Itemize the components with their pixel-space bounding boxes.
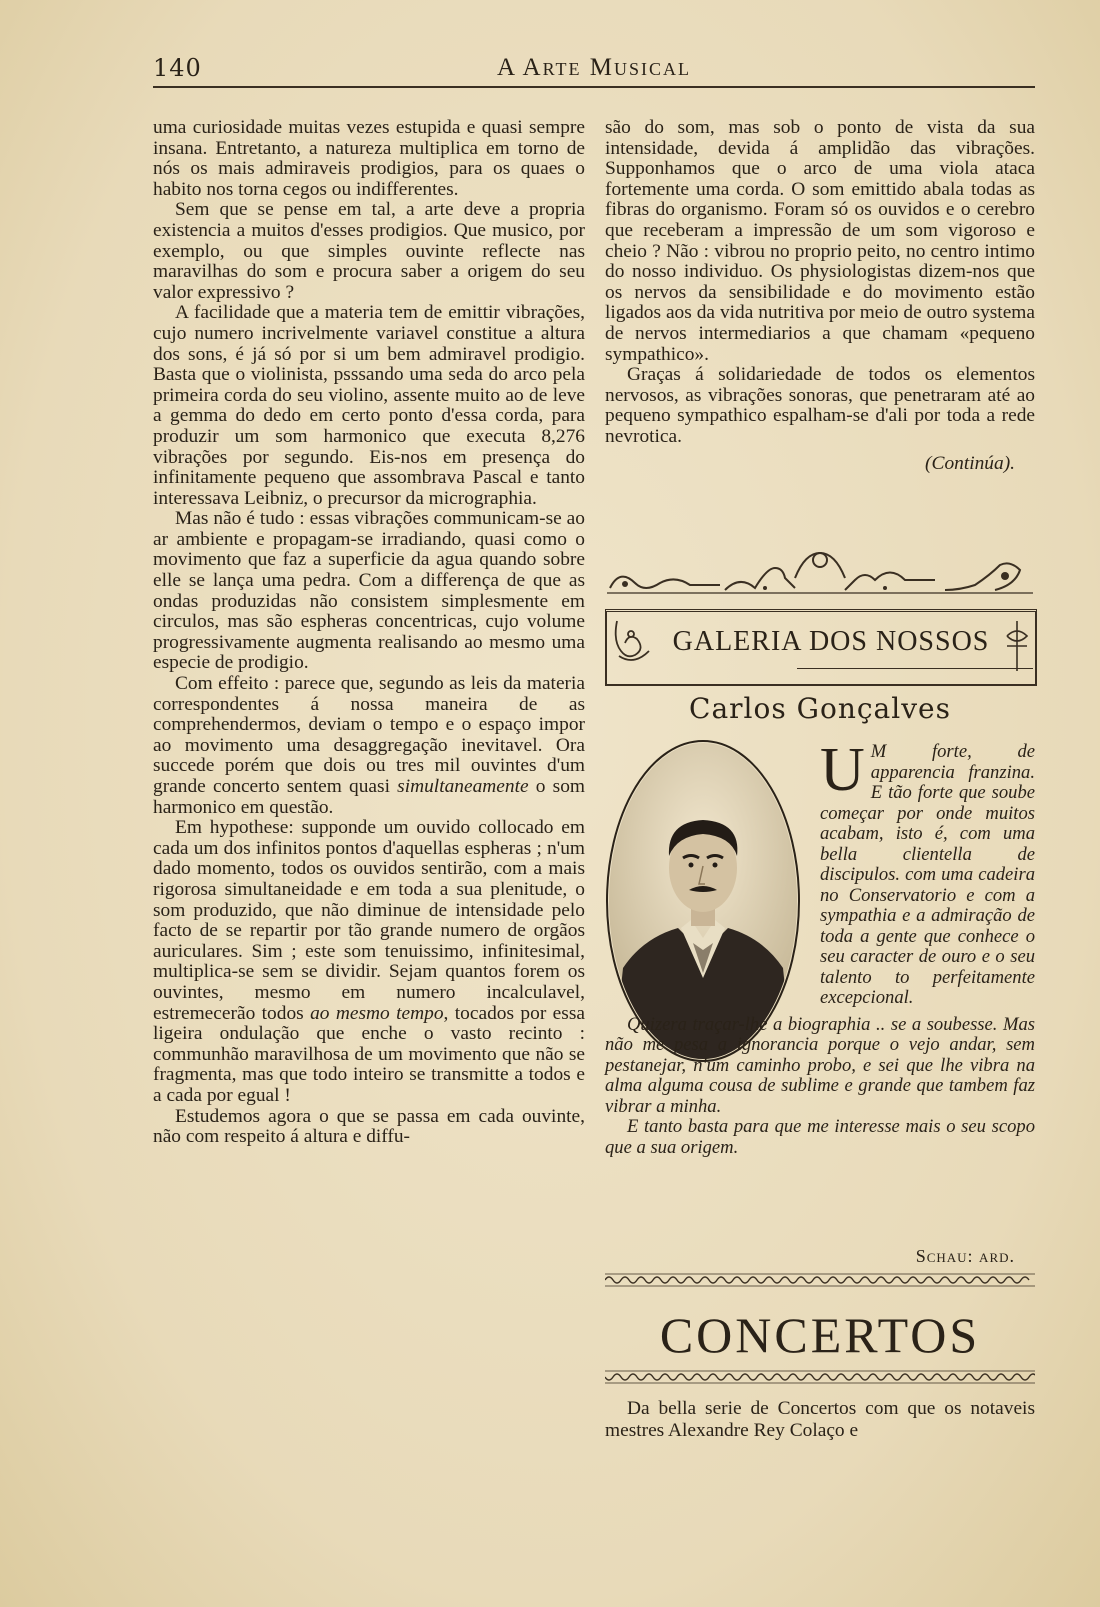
gallery-rule: [797, 668, 1033, 669]
signature: Schau: ard.: [915, 1246, 1015, 1266]
p6-text-a: Em hypothese: supponde um ouvido collocado em cada um dos infinitos pontos d'aquellas espheras ; n'um dado momento, todos os ouvidos sentirão, com a mais rigorosa simultaneidade e em toda a sua plenitude, o som produzido, que não diminue de intensidade pelo facto de se repartir por tão grande numero de orgãos auriculares. Sim ; este som tenuissimo, infinitesimal, multiplica-se sem se dividir. Sejam quantos forem os ouvintes, mesmo em numero incalculavel, estremecerão todos: [153, 817, 585, 1024]
left-paragraph-4: Mas não é tudo : essas vibrações communicam-se ao ar ambiente e propagam-se irradiando, quasi como o movimento que faz a superficie da agua quando sobre elle se lança uma pedra. Com a differença de que as ondas produzidas não consistem simplesmente em circulos, mas são espheras concentricas, cujo volume progressivamente augmenta realisando ao mesmo uma especie de prodigio.: [153, 508, 585, 674]
ornamental-rule-top-icon: [605, 1273, 1035, 1287]
ornamental-rule-bottom-icon: [605, 1370, 1035, 1384]
p5-text-b: o som harmonico em questão.: [153, 776, 585, 818]
left-flourish-icon: [609, 616, 659, 676]
biography-intro: [820, 736, 1035, 1009]
biography-paragraph-3: E tanto basta para que me interesse mais o seu scopo que a sua origem.: [605, 1116, 1035, 1158]
page-number: 140: [153, 54, 202, 82]
page-header: [153, 50, 1035, 88]
gallery-title-box: [605, 609, 1037, 686]
person-name: Carlos Gonçalves: [689, 692, 951, 725]
biography-intro-text: M forte, de apparencia franzina. E tão forte que soube começar por onde muitos acabam, isto é, com uma bella clientella de discipulos. com uma cadeira no Conservatorio e com a sympathia e a admiração de toda a gente que conhece o seu caracter de ouro e o seu talento to perfeitamente excepcional.: [820, 741, 1035, 1008]
right-column: [605, 118, 1035, 474]
right-flourish-icon: [1003, 616, 1033, 676]
p5-text-a: Com effeito : parece que, segundo as leis da materia correspondentes á nossa maneira de as comprehendermos, deviam o tempo e o espaço impor ao movimento uma desaggregação inevitavel. Ora succede porém que dois ou tres mil ouvintes d'um grande concerto sentem quasi: [153, 673, 585, 797]
left-paragraph-2: Sem que se pense em tal, a arte deve a propria existencia a muitos d'esses prodigios. Que musico, por exemplo, ou que simples ouvinte reflecte nas maravilhas do som e procura saber a origem do seu valor expressivo ?: [153, 199, 585, 303]
p6-italic: ao mesmo tempo: [310, 1002, 444, 1024]
p5-italic: simultaneamente: [397, 776, 529, 797]
dropcap: U: [820, 736, 865, 804]
left-column: [153, 118, 585, 1148]
gallery-title: GALERIA DOS NOSSOS: [672, 626, 990, 657]
p6-text-b: , tocados por essa ligeira ondulação que enche o vasto recinto : communhão maravilhosa de um movimento que não se fragmenta, mas que todo inteiro se transmitte a todos e a cada por egual !: [153, 1002, 585, 1106]
left-paragraph-1: uma curiosidade muitas vezes estupida e quasi sempre insana. Entretanto, a natureza multiplica em torno de nós os mais admiraveis prodigios, para os quaes o habito nos torna cegos ou indifferentes.: [153, 117, 585, 200]
ornament-scroll-icon: [605, 548, 1035, 608]
concertos-paragraph: Da bella serie de Concertos com que os notaveis mestres Alexandre Rey Colaço e: [605, 1398, 1035, 1441]
concertos-text: [605, 1398, 1035, 1442]
concertos-title: CONCERTOS: [659, 1307, 981, 1363]
left-paragraph-6: [153, 818, 585, 1106]
left-paragraph-5: [153, 674, 585, 818]
right-paragraph-2: Graças á solidariedade de todos os elementos nervosos, as vibrações sonoras, que penetraram até ao pequeno sympathico espalham-se d'ali por toda a rede nevrotica.: [605, 364, 1035, 447]
running-title: A Arte Musical: [497, 54, 691, 81]
continua-note: (Continúa).: [925, 452, 1015, 474]
biography: [605, 736, 1035, 1158]
right-paragraph-1: são do som, mas sob o ponto de vista da sua intensidade, devida á amplidão das vibrações. Supponhamos que o arco de uma viola ataca fortemente uma corda. O som emittido abala todas as fibras do organismo. Foram só os ouvidos e o cerebro que receberam a impressão de um som vigoroso e cheio ? Não : vibrou no proprio peito, no centro intimo do nosso individuo. Os physiologistas dizem-nos que os nervos da sensibilidade e do movimento estão ligados aos da vida nutritiva por meio de outro systema de nervos intermediarios a que chamam «pequeno sympathico».: [605, 117, 1035, 365]
biography-paragraph-2: Quizera traçar-lhe a biographia .. se a soubesse. Mas não me pesa a ignorancia porque o vejo andar, sem pestanejar, n'um caminho probo, e sei que lhe vibra na alma alguma cousa de sublime e grande que tambem faz vibrar a minha.: [605, 1013, 1035, 1117]
left-paragraph-3: A facilidade que a materia tem de emittir vibrações, cujo numero incrivelmente variavel constitue a altura dos sons, é já só por si um bem admiravel prodigio. Basta que o violinista, psssando uma seda do arco pela primeira corda do seu violino, assente muito ao de leve a gemma do dedo em certo ponto d'essa corda, para produzir um som harmonico que executa 8,276 vibrações por segundo. Eis-nos em presença do infinitamente pequeno que assombrava Pascal e tanto interessava Leibniz, o precursor da micrographia.: [153, 302, 585, 509]
left-paragraph-7: Estudemos agora o que se passa em cada ouvinte, não com respeito á altura e diffu-: [153, 1105, 585, 1148]
